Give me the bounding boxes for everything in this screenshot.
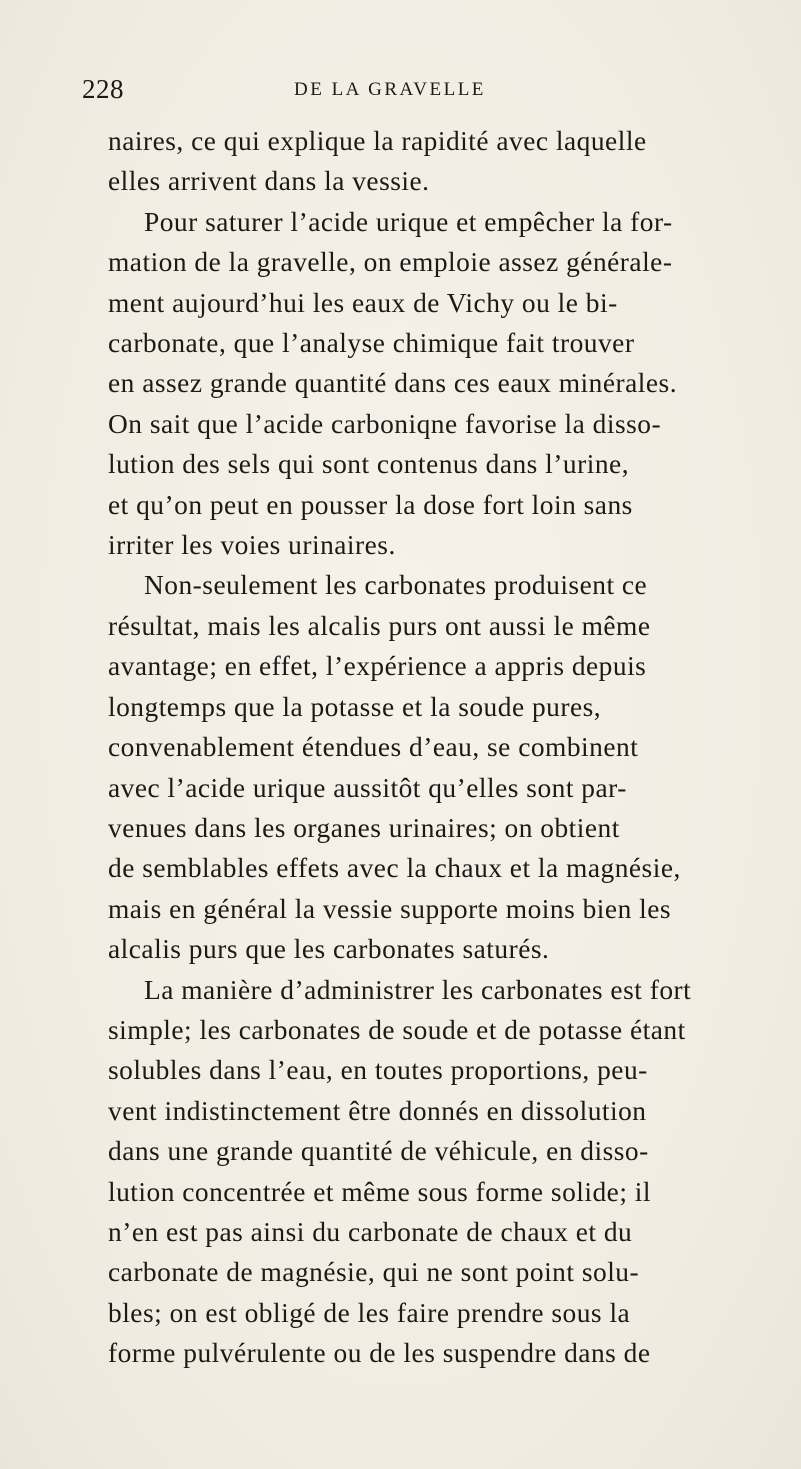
text-line: bles; on est obligé de les faire prendre sous la — [108, 1297, 631, 1328]
text-line: Pour saturer l’acide urique et empêcher la for- — [144, 206, 673, 237]
text-line: en assez grande quantité dans ces eaux minérales. — [108, 368, 678, 399]
text-line: irriter les voies urinaires. — [108, 530, 396, 561]
text-line: convenablement étendues d’eau, se combinent — [108, 732, 639, 763]
text-line: simple; les carbonates de soude et de potasse étant — [108, 1014, 686, 1045]
text-line: lution des sels qui sont contenus dans l’urine, — [108, 449, 630, 480]
text-line: avantage; en effet, l’expérience a appris depuis — [108, 651, 647, 682]
text-line: mation de la gravelle, on emploie assez générale- — [108, 247, 673, 278]
text-line: et qu’on peut en pousser la dose fort loin sans — [108, 489, 633, 520]
text-line: de semblables effets avec la chaux et la magnésie, — [108, 853, 681, 884]
text-line: Non-seulement les carbonates produisent ce — [144, 570, 648, 601]
text-line: n’en est pas ainsi du carbonate de chaux et du — [108, 1216, 633, 1247]
paragraph-saturation — [108, 202, 774, 566]
page-number: 228 — [82, 74, 124, 104]
text-line: La manière d’administrer les carbonates est fort — [144, 974, 692, 1005]
text-line: lution concentrée et même sous forme solide; il — [108, 1176, 652, 1207]
text-line: naires, ce qui explique la rapidité avec laquelle — [108, 126, 647, 156]
text-line: longtemps que la potasse et la soude pures, — [108, 691, 602, 722]
paragraph-continuation — [108, 121, 774, 202]
text-line: alcalis purs que les carbonates saturés. — [108, 934, 550, 965]
text-line: venues dans les organes urinaires; on obtient — [108, 812, 620, 843]
text-line: solubles dans l’eau, en toutes proportions, peu- — [108, 1055, 648, 1086]
text-line: On sait que l’acide carboniqne favorise la disso- — [108, 408, 662, 439]
text-line: carbonate, que l’analyse chimique fait trouver — [108, 328, 635, 359]
paragraph-alcalis — [108, 565, 774, 969]
running-head: DE LA GRAVELLE — [294, 79, 486, 100]
text-line: elles arrivent dans la vessie. — [108, 166, 430, 197]
text-line: vent indistinctement être donnés en dissolution — [108, 1095, 647, 1126]
page-header — [82, 74, 762, 114]
text-line: dans une grande quantité de véhicule, en disso- — [108, 1136, 649, 1167]
body-text — [108, 121, 774, 1374]
text-line: résultat, mais les alcalis purs ont aussi le même — [108, 610, 651, 641]
text-line: ment aujourd’hui les eaux de Vichy ou le bi- — [108, 287, 618, 318]
text-line: avec l’acide urique aussitôt qu’elles sont par- — [108, 772, 627, 803]
text-line: carbonate de magnésie, qui ne sont point solu- — [108, 1257, 640, 1288]
paragraph-administration — [108, 970, 774, 1374]
text-line: forme pulvérulente ou de les suspendre dans de — [108, 1338, 651, 1369]
text-line: mais en général la vessie supporte moins bien les — [108, 893, 672, 924]
